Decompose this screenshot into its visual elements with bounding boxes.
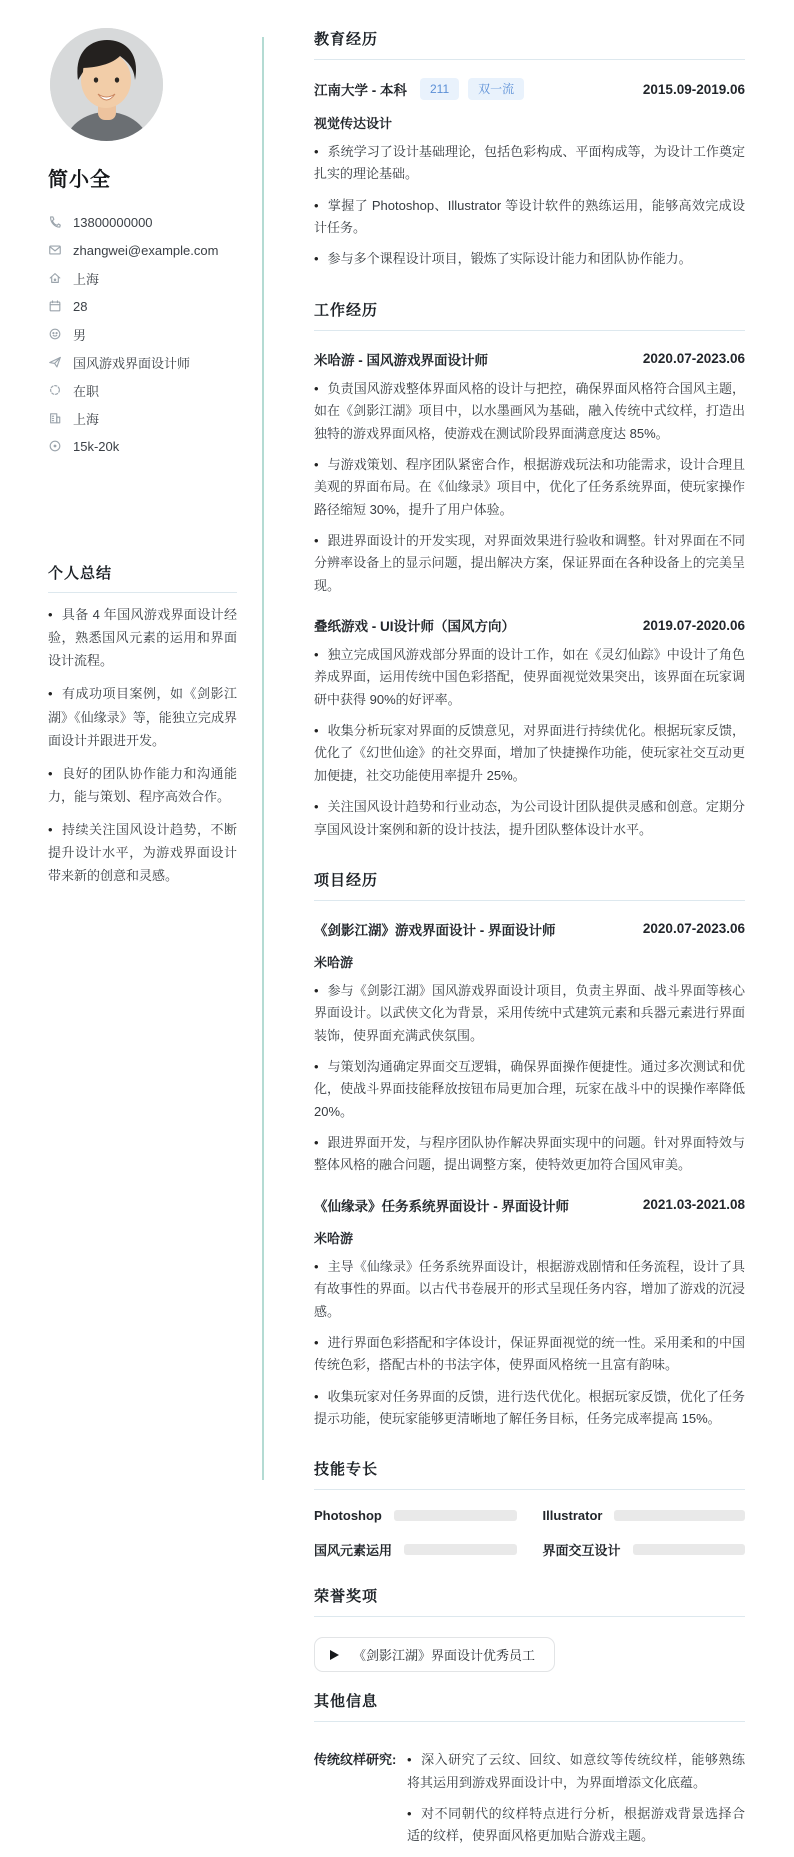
project-bullet: • 收集玩家对任务界面的反馈，进行迭代优化。根据玩家反馈，优化了任务提示功能，使玩家能够更清晰地了解任务目标，任务完成率提高 15%。 — [314, 1386, 745, 1431]
skill-bar — [633, 1544, 745, 1555]
skill-row — [543, 1508, 746, 1523]
contact-salary — [48, 432, 237, 460]
contact-email — [48, 236, 237, 264]
skill-label: Photoshop — [314, 1508, 382, 1524]
skill-bar — [404, 1544, 516, 1555]
project-entry-head — [314, 1195, 745, 1215]
school-name-text: 江南大学 - 本科 — [314, 83, 407, 98]
contact-status — [48, 376, 237, 404]
gender-icon — [48, 327, 62, 341]
work-entry-head — [314, 615, 745, 635]
skills-title: 技能专长 — [314, 1458, 745, 1490]
contact-value: 国风游戏界面设计师 — [73, 355, 191, 371]
skill-label: 界面交互设计 — [542, 1543, 621, 1559]
projects-title: 项目经历 — [314, 869, 745, 901]
skill-row — [543, 1540, 746, 1559]
paper-plane-icon — [48, 355, 62, 369]
skill-label: 国风元素运用 — [314, 1543, 393, 1559]
education-bullet: • 参与多个课程设计项目，锻炼了实际设计能力和团队协作能力。 — [314, 248, 745, 270]
badge-211: 211 — [420, 78, 459, 100]
home-icon — [48, 271, 62, 285]
work-bullet: • 与游戏策划、程序团队紧密合作，根据游戏玩法和功能需求，设计合理且美观的界面布局。在《仙缘录》项目中，优化了任务系统界面，使玩家操作路径缩短 30%，提升了用户体验。 — [314, 454, 745, 521]
work-role: 米哈游 - 国风游戏界面设计师 — [314, 352, 488, 368]
personal-summary-bullets — [48, 603, 237, 887]
skill-row — [314, 1540, 517, 1559]
other-info-title: 其他信息 — [314, 1690, 745, 1722]
email-icon — [48, 243, 62, 257]
contact-age — [48, 292, 237, 320]
avatar — [50, 28, 163, 141]
education-section — [314, 28, 745, 271]
skills-section — [314, 1458, 745, 1559]
play-icon — [330, 1650, 339, 1660]
work-entry-head — [314, 349, 745, 369]
contact-list — [48, 208, 237, 460]
work-bullet: • 独立完成国风游戏部分界面的设计工作，如在《灵幻仙踪》中设计了角色养成界面，运用传统中国色彩搭配，使界面视觉效果突出，该界面在玩家调研中获得 90%的好评率。 — [314, 644, 745, 711]
work-bullet: • 负责国风游戏整体界面风格的设计与把控，确保界面风格符合国风主题，如在《剑影江湖》项目中，以水墨画风为基础，融入传统中式纹样，打造出独特的游戏界面风格，使游戏在测试阶段界面满意度达 85%。 — [314, 378, 745, 445]
summary-bullet: • 持续关注国风设计趋势，不断提升设计水平，为游戏界面设计带来新的创意和灵感。 — [48, 818, 237, 887]
education-bullet: • 系统学习了设计基础理论，包括色彩构成、平面构成等，为设计工作奠定扎实的理论基础。 — [314, 141, 745, 186]
other-info-row — [314, 1740, 745, 1856]
summary-bullet: • 具备 4 年国风游戏界面设计经验，熟悉国风元素的运用和界面设计流程。 — [48, 603, 237, 672]
project-role: 《剑影江湖》游戏界面设计 - 界面设计师 — [314, 922, 556, 938]
project-date: 2021.03-2021.08 — [642, 1197, 745, 1213]
contact-phone — [48, 208, 237, 236]
education-date: 2015.09-2019.06 — [642, 81, 745, 97]
other-info-bullets — [407, 1740, 745, 1856]
school-badges — [420, 78, 524, 100]
column-divider — [262, 37, 264, 1480]
badge-double-first-class: 双一流 — [468, 78, 524, 100]
project-bullet: • 进行界面色彩搭配和字体设计，保证界面视觉的统一性。采用柔和的中国传统色彩，搭配古朴的书法字体，使界面风格统一且富有韵味。 — [314, 1332, 745, 1377]
main-content — [263, 0, 794, 1844]
contact-city — [48, 404, 237, 432]
project-bullet: • 参与《剑影江湖》国风游戏界面设计项目，负责主界面、战斗界面等核心界面设计。以武侠文化为背景，采用传统中式建筑元素和兵器元素进行界面装饰，使界面充满武侠氛围。 — [314, 980, 745, 1047]
projects-section — [314, 869, 745, 1430]
contact-value: 28 — [73, 298, 88, 314]
project-entry-head — [314, 919, 745, 939]
project-entry — [314, 919, 745, 1177]
work-entry — [314, 615, 745, 841]
project-entry — [314, 1195, 745, 1431]
contact-value: 13800000000 — [73, 214, 153, 230]
honor-text: 《剑影江湖》界面设计优秀员工 — [353, 1648, 536, 1664]
work-section — [314, 299, 745, 841]
other-bullet: • 深入研究了云纹、回纹、如意纹等传统纹样，能够熟练将其运用到游戏界面设计中，为界面增添文化底蕴。 — [407, 1749, 745, 1794]
honors-title: 荣誉奖项 — [314, 1585, 745, 1617]
skill-grid — [314, 1508, 745, 1559]
status-icon — [48, 383, 62, 397]
contact-job — [48, 348, 237, 376]
age-icon — [48, 299, 62, 313]
other-info-section — [314, 1690, 745, 1856]
contact-value: 男 — [73, 327, 87, 343]
skill-row — [314, 1508, 517, 1523]
personal-summary-title: 个人总结 — [48, 562, 237, 593]
skill-label: Illustrator — [542, 1508, 603, 1524]
work-title: 工作经历 — [314, 299, 745, 331]
contact-value: 上海 — [73, 271, 100, 287]
work-entry — [314, 349, 745, 597]
education-entry-head — [314, 78, 745, 100]
contact-value: 15k-20k — [73, 438, 120, 454]
contact-value: 上海 — [73, 411, 100, 427]
project-bullet: • 与策划沟通确定界面交互逻辑，确保界面操作便捷性。通过多次测试和优化，使战斗界面技能释放按钮布局更加合理，玩家在战斗中的误操作率降低 20%。 — [314, 1056, 745, 1123]
contact-gender — [48, 320, 237, 348]
building-icon — [48, 411, 62, 425]
sidebar — [0, 0, 263, 1526]
major: 视觉传达设计 — [314, 116, 393, 131]
work-bullet: • 关注国风设计趋势和行业动态，为公司设计团队提供灵感和创意。定期分享国风设计案例和新的设计技法，提升团队整体设计水平。 — [314, 796, 745, 841]
avatar-illustration — [50, 28, 163, 141]
honors-section — [314, 1585, 745, 1678]
contact-value: 在职 — [73, 383, 100, 399]
school-name — [314, 78, 524, 100]
education-entry — [314, 78, 745, 271]
salary-icon — [48, 439, 62, 453]
other-info-label: 传统纹样研究: — [314, 1752, 397, 1768]
contact-value: zhangwei@example.com — [73, 242, 219, 258]
project-company: 米哈游 — [314, 1230, 354, 1246]
education-title: 教育经历 — [314, 28, 745, 60]
skill-bar — [394, 1510, 517, 1521]
personal-summary-section — [48, 562, 237, 887]
candidate-name: 简小全 — [48, 169, 111, 191]
summary-bullet: • 良好的团队协作能力和沟通能力，能与策划、程序高效合作。 — [48, 762, 237, 808]
contact-location — [48, 264, 237, 292]
project-role: 《仙缘录》任务系统界面设计 - 界面设计师 — [314, 1198, 569, 1214]
project-company: 米哈游 — [314, 954, 354, 970]
skill-bar — [614, 1510, 745, 1521]
project-date: 2020.07-2023.06 — [642, 921, 745, 937]
project-bullet: • 主导《仙缘录》任务系统界面设计，根据游戏剧情和任务流程，设计了具有故事性的界面。以古代书卷展开的形式呈现任务内容，增加了游戏的沉浸感。 — [314, 1256, 745, 1323]
project-bullet: • 跟进界面开发，与程序团队协作解决界面实现中的问题。针对界面特效与整体风格的融合问题，提出调整方案，使特效更加符合国风审美。 — [314, 1132, 745, 1177]
work-role: 叠纸游戏 - UI设计师（国风方向） — [314, 619, 515, 635]
summary-bullet: • 有成功项目案例，如《剑影江湖》《仙缘录》等，能独立完成界面设计并跟进开发。 — [48, 682, 237, 751]
work-bullet: • 跟进界面设计的开发实现，对界面效果进行验收和调整。针对界面在不同分辨率设备上的显示问题，提出解决方案，保证界面在各种设备上的完美呈现。 — [314, 530, 745, 597]
other-bullet: • 对不同朝代的纹样特点进行分析，根据游戏背景选择合适的纹样，使界面风格更加贴合游戏主题。 — [407, 1803, 745, 1848]
phone-icon — [48, 215, 62, 229]
work-date: 2020.07-2023.06 — [642, 351, 745, 367]
honor-item — [314, 1637, 555, 1672]
work-date: 2019.07-2020.06 — [642, 617, 745, 633]
work-bullet: • 收集分析玩家对界面的反馈意见，对界面进行持续优化。根据玩家反馈，优化了《幻世仙途》的社交界面，增加了快捷操作功能，使玩家社交互动更加便捷，社交功能使用率提升 25%。 — [314, 720, 745, 787]
education-bullet: • 掌握了 Photoshop、Illustrator 等设计软件的熟练运用，能够高效完成设计任务。 — [314, 195, 745, 240]
